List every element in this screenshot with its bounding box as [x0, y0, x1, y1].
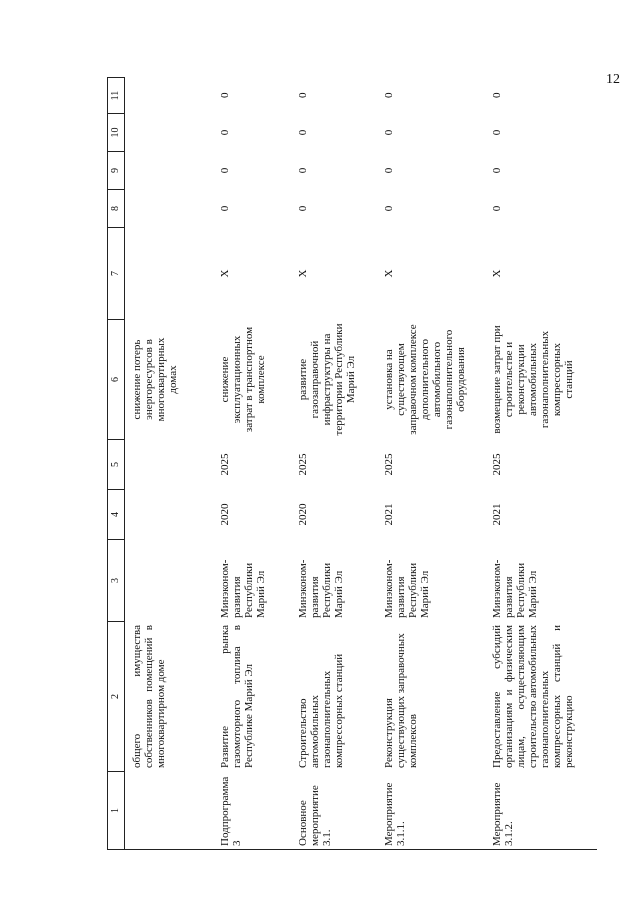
cell-col9: 0 — [490, 167, 503, 174]
cell-col7: X — [490, 269, 503, 278]
cell-result: установка на существующем заправочном комплексе дополнительного автомобильного газонаполнительного оборудования — [382, 324, 467, 435]
cell-col11 — [125, 78, 213, 114]
cell-col11: 0 — [382, 92, 395, 98]
cell-result: снижение потерь энергоресурсов в многоквартирных домах — [131, 337, 179, 422]
cell-col9: 0 — [218, 167, 231, 174]
col-header-9: 9 — [108, 152, 125, 190]
cell-executor: Минэконом-развития Республики Марий Эл — [296, 559, 345, 618]
cell-col11: 0 — [490, 92, 503, 98]
cell-end-year: 2025 — [490, 453, 503, 476]
cell-executor — [125, 540, 213, 622]
cell-start-year — [125, 490, 213, 540]
cell-col9: 0 — [296, 167, 309, 174]
cell-name: Основное мероприятие 3.1. — [291, 772, 377, 850]
col-header-7: 7 — [108, 228, 125, 320]
col-header-1: 1 — [108, 772, 125, 850]
cell-description: общего имущества собственников помещений в многоквартирном доме — [131, 625, 167, 768]
cell-end-year: 2025 — [218, 453, 231, 476]
cell-col10: 0 — [296, 129, 309, 136]
page-number: 12 — [606, 72, 620, 87]
cell-start-year: 2021 — [382, 503, 395, 526]
cell-col8: 0 — [218, 205, 231, 212]
cell-col10: 0 — [490, 129, 503, 136]
col-header-11: 11 — [108, 78, 125, 114]
cell-col8 — [125, 190, 213, 228]
cell-col11: 0 — [296, 92, 309, 98]
cell-col8: 0 — [296, 205, 309, 212]
cell-end-year: 2025 — [382, 453, 395, 476]
cell-col9 — [125, 152, 213, 190]
cell-result: развитие газозаправочной инфраструктуры на территории Республики Марий Эл — [296, 323, 357, 436]
cell-col10: 0 — [218, 129, 231, 136]
cell-description: Предоставление субсидий организациям и физическим лицам, осуществляющим строительство автомобильных газонаполнительных компрессорных станций и реконструкцию — [490, 625, 575, 768]
table-row — [125, 78, 213, 850]
col-header-5: 5 — [108, 440, 125, 490]
col-header-6: 6 — [108, 320, 125, 440]
cell-executor: Минэконом-развития Республики Марий Эл — [218, 559, 267, 618]
cell-end-year — [125, 440, 213, 490]
cell-start-year: 2020 — [218, 503, 231, 526]
cell-col8: 0 — [382, 205, 395, 212]
cell-name: Мероприятие 3.1.1. — [377, 772, 485, 850]
table-row — [377, 78, 485, 850]
cell-col11: 0 — [218, 92, 231, 98]
cell-name: Подпрограмма 3 — [213, 772, 291, 850]
program-table — [107, 77, 597, 850]
cell-col7: X — [382, 269, 395, 278]
cell-name: Мероприятие 3.1.2. — [485, 772, 597, 850]
cell-executor: Минэконом-развития Республики Марий Эл — [382, 559, 431, 618]
cell-name — [125, 772, 213, 850]
cell-col9: 0 — [382, 167, 395, 174]
cell-result: снижение эксплуатационных затрат в транспортном комплексе — [218, 326, 267, 433]
cell-col10 — [125, 114, 213, 152]
cell-description: Строительство автомобильных газонаполнительных компрессорных станций — [296, 653, 345, 768]
cell-end-year: 2025 — [296, 453, 309, 476]
cell-result: возмещение затрат при строительстве и реконструкции автомобильных газонаполнительных компрессорных станций — [490, 325, 575, 434]
table-row — [213, 78, 291, 850]
col-header-10: 10 — [108, 114, 125, 152]
col-header-4: 4 — [108, 490, 125, 540]
col-header-2: 2 — [108, 622, 125, 772]
rotated-table-wrapper — [107, 78, 613, 850]
cell-col7: X — [218, 269, 231, 278]
cell-start-year: 2021 — [490, 503, 503, 526]
table-row — [291, 78, 377, 850]
cell-col7 — [125, 228, 213, 320]
table-row — [485, 78, 597, 850]
column-number-header — [108, 78, 125, 850]
cell-start-year: 2020 — [296, 503, 309, 526]
cell-description: Развитие рынка газомоторного топлива в Республике Марий Эл — [218, 625, 255, 768]
cell-col8: 0 — [490, 205, 503, 212]
col-header-8: 8 — [108, 190, 125, 228]
cell-col7: X — [296, 269, 309, 278]
cell-executor: Минэконом-развития Республики Марий Эл — [490, 559, 539, 618]
cell-description: Реконструкция существующих заправочных комплексов — [382, 633, 419, 768]
col-header-3: 3 — [108, 540, 125, 622]
cell-col10: 0 — [382, 129, 395, 136]
